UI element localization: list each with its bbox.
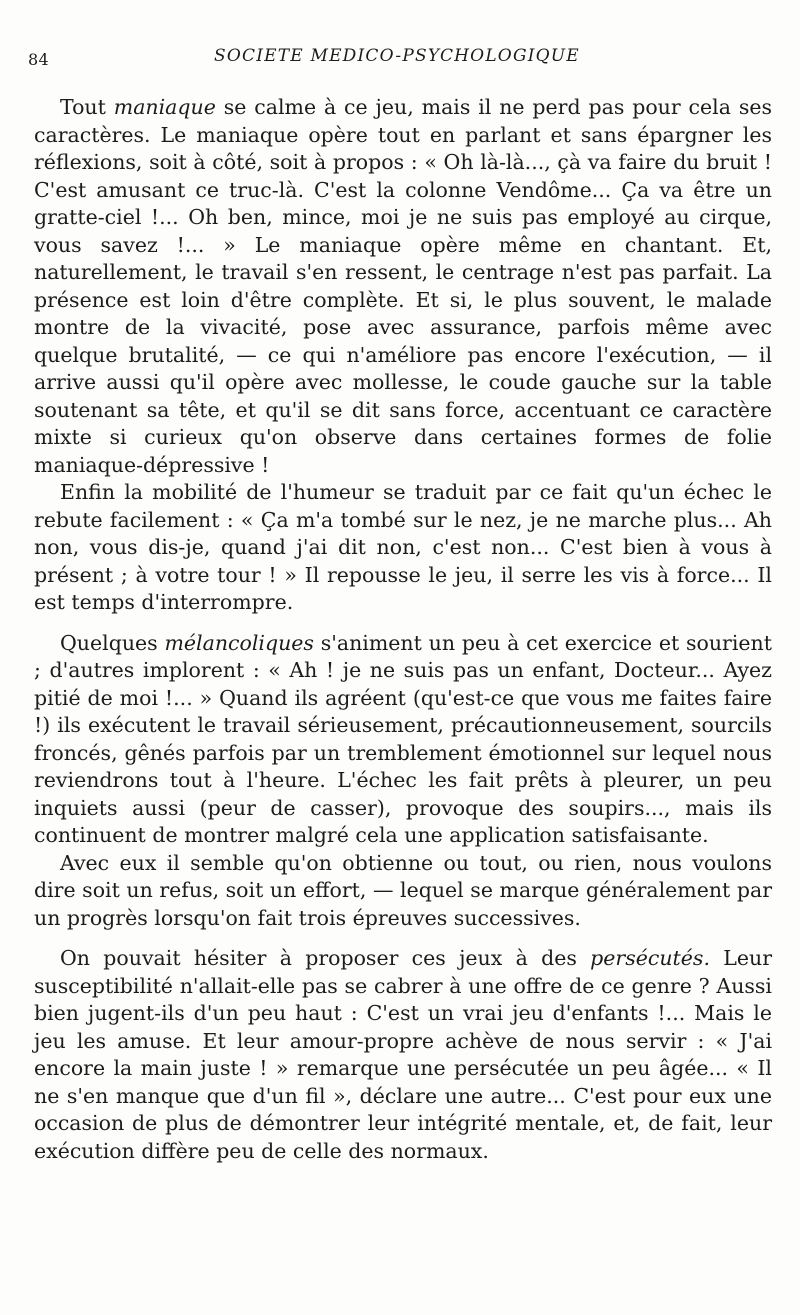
body-text (34, 94, 772, 1165)
paragraph-humeur: Enfin la mobilité de l'humeur se traduit par ce fait qu'un échec le rebute facilement : « Ça m'a tombé sur le nez, je ne marche plus... Ah non, vous dis-je, quand j'ai dit non, c'est non... C'est bien à vous à présent ; à votre tour ! » Il repousse le jeu, il serre les vis à force... Il est temps d'interrompre. (34, 480, 772, 614)
running-head: SOCIETE MEDICO-PSYCHOLOGIQUE (214, 46, 580, 66)
paragraph-text: se calme à ce jeu, mais il ne perd pas pour cela ses caractères. Le maniaque opère tout en parlant et sans épargner les réflexions, soit à côté, soit à propos : « Oh là-là..., çà va faire du bruit ! C'est amusant ce truc-là. C'est la colonne Vendôme... Ça va être un gratte-ciel !... Oh ben, mince, moi je ne suis pas employé au cirque, vous savez !... » Le maniaque opère même en chantant. Et, naturellement, le travail s'en ressent, le centrage n'est pas parfait. La présence est loin d'être complète. Et si, le plus souvent, le malade montre de la vivacité, pose avec assurance, parfois même avec quelque brutalité, — ce qui n'améliore pas encore l'exécution, — il arrive aussi qu'il opère avec mollesse, le coude gauche sur la table soutenant sa tête, et qu'il se dit sans force, accentuant ce caractère mixte si curieux qu'on observe dans certaines formes de folie maniaque-dépressive ! (34, 95, 772, 477)
paragraph-text: Leur susceptibilité n'allait-elle pas se cabrer à une offre de ce genre ? Aussi bien jugent-ils d'un peu haut : C'est un vrai jeu d'enfants !... Mais le jeu les amuse. Et leur amour-propre achève de nous servir : « J'ai encore la main juste ! » remarque une persécutée un peu âgée... « Il ne s'en manque que d'un fil », déclare une autre... C'est pour eux une occasion de plus de démontrer leur intégrité mentale, et, de fait, leur exécution diffère peu de celle des normaux. (34, 946, 772, 1163)
emphasis-text: mélancoliques (164, 630, 314, 655)
page-number: 84 (28, 50, 49, 69)
emphasis-text: persécutés. (590, 946, 710, 970)
paragraph-avec-eux: Avec eux il semble qu'on obtienne ou tout, ou rien, nous voulons dire soit un refus, soit un effort, — lequel se marque généralement par un progrès lorsqu'on fait trois épreuves successives. (34, 850, 772, 930)
emphasis-text: maniaque (113, 95, 216, 119)
paragraph-text: Tout (60, 95, 114, 119)
paragraph-maniaque (34, 94, 772, 479)
paragraph-persecutes (34, 945, 772, 1165)
paragraph-text: s'animent un peu à cet exercice et sourient ; d'autres implorent : « Ah ! je ne suis pas un enfant, Docteur... Ayez pitié de moi !... » Quand ils agréent (qu'est-ce que vous me faites faire !) ils exécutent le travail sérieusement, précautionneusement, sourcils froncés, gênés parfois par un tremblement émotionnel sur lequel nous reviendrons tout à l'heure. L'échec les fait prêts à pleurer, un peu inquiets aussi (peur de casser), provoque des soupirs..., mais ils continuent de montrer malgré cela une application satisfaisante. (34, 630, 772, 847)
page-header (0, 42, 800, 72)
paragraph-melancoliques (34, 630, 772, 850)
paragraph-text: Quelques (60, 630, 165, 655)
paragraph-text: On pouvait hésiter à proposer ces jeux à des (60, 946, 591, 970)
